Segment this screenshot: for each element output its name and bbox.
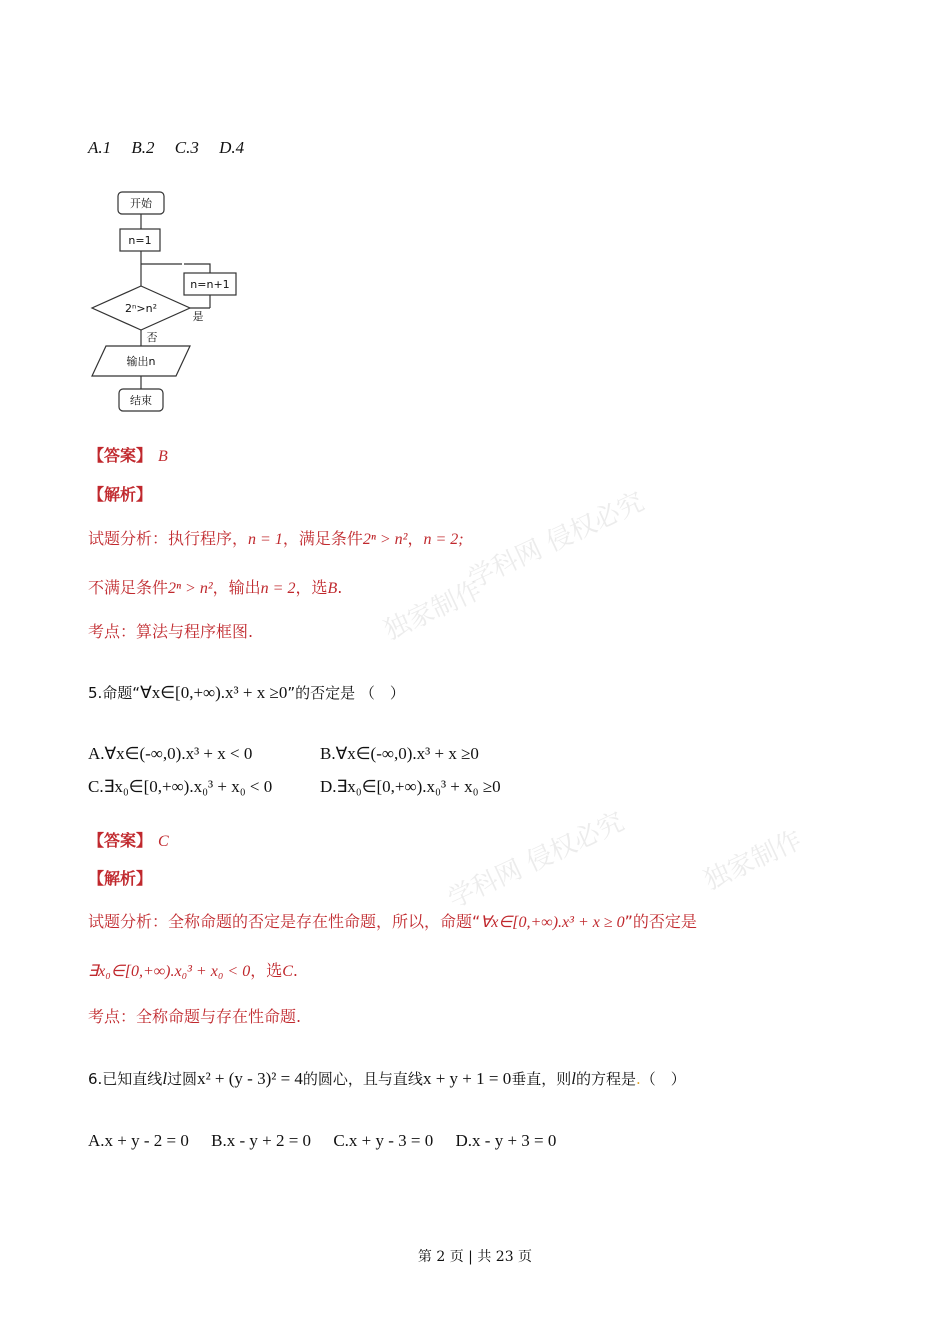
flow-init: n=1	[128, 234, 152, 247]
flowchart	[86, 186, 256, 416]
q5-option-c: C.∃x₀∈[0,+∞).x₀³ + x₀ < 0	[88, 777, 273, 796]
flow-output: 输出n	[126, 355, 156, 368]
a5-answer: 【答案】 C	[88, 831, 169, 850]
watermark: 学科网 侵权必究	[443, 806, 629, 915]
q5-option-d: D.∃x₀∈[0,+∞).x₀³ + x₀ ≥0	[320, 777, 501, 796]
flow-no: 否	[146, 331, 158, 344]
a5-analysis-tag: 【解析】	[88, 869, 153, 888]
q6-stem: 6.已知直线l过圆x² + (y - 3)² = 4的圆心，且与直线x + y + 1 = 0垂直，则l的方程是.（ ）	[88, 1069, 686, 1088]
flow-start: 开始	[130, 197, 152, 210]
a4-line2: 不满足条件2ⁿ > n²，输出n = 2，选B.	[88, 578, 343, 597]
q5-stem: 5.命题“∀x∈[0,+∞).x³ + x ≥0”的否定是 （ ）	[88, 683, 405, 702]
watermark: 独家制作	[699, 825, 807, 897]
q4-option-d: D.4	[219, 138, 245, 157]
q6-option-c: C.x + y - 3 = 0	[333, 1131, 434, 1150]
watermark: 独家制作	[379, 575, 487, 647]
q6-option-b: B.x - y + 2 = 0	[211, 1131, 312, 1150]
page-footer: 第 2 页 | 共 23 页	[417, 1249, 533, 1265]
q4-options	[88, 138, 260, 158]
a5-point: 考点：全称命题与存在性命题.	[88, 1007, 302, 1026]
q6-option-d: D.x - y + 3 = 0	[455, 1131, 557, 1150]
q4-option-b: B.2	[131, 138, 155, 157]
a4-analysis-tag: 【解析】	[88, 485, 153, 504]
q5-option-a: A.∀x∈(-∞,0).x³ + x < 0	[88, 744, 253, 763]
q6-options	[88, 1131, 556, 1151]
a5-line2: ∃x₀∈[0,+∞).x₀³ + x₀ < 0，选C.	[88, 961, 298, 980]
flow-update: n=n+1	[190, 278, 230, 291]
a4-line1: 试题分析：执行程序，n = 1，满足条件2ⁿ > n²，n = 2;	[88, 529, 464, 548]
flow-end: 结束	[130, 394, 152, 407]
a4-point: 考点：算法与程序框图.	[88, 622, 254, 641]
a4-answer: 【答案】 B	[88, 446, 168, 465]
q4-option-a: A.1	[88, 138, 112, 157]
q5-option-b: B.∀x∈(-∞,0).x³ + x ≥0	[320, 744, 479, 763]
watermark: 学科网 侵权必究	[463, 486, 649, 595]
flow-cond: 2ⁿ>n²	[125, 302, 157, 315]
a5-line1: 试题分析：全称命题的否定是存在性命题，所以，命题“∀x∈[0,+∞).x³ + x ≥ 0”的否定是	[88, 912, 697, 931]
q6-option-a: A.x + y - 2 = 0	[88, 1131, 189, 1150]
flow-yes: 是	[192, 310, 204, 323]
q4-option-c: C.3	[174, 138, 199, 157]
